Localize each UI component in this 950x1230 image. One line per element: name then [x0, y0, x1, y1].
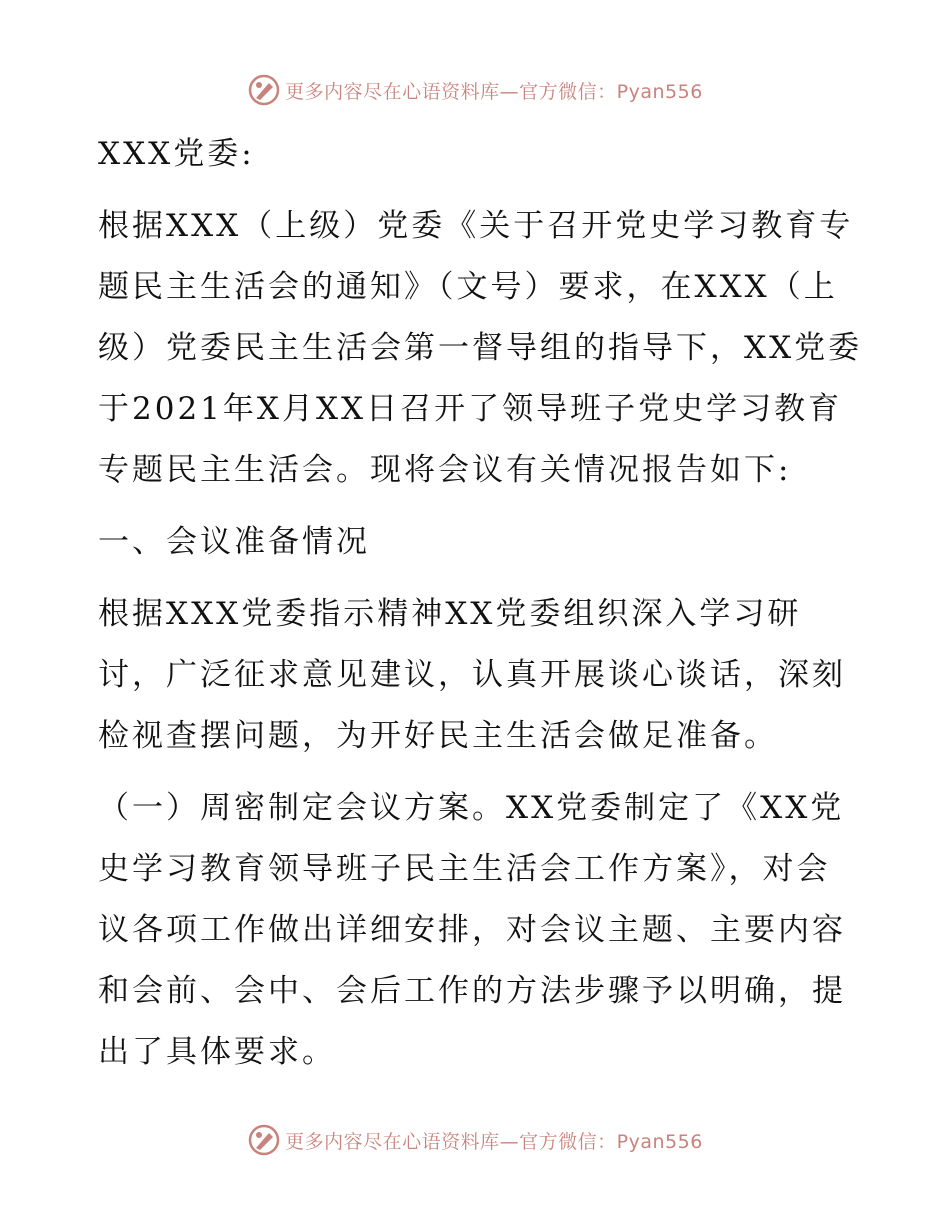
paragraph-intro	[98, 196, 863, 501]
text-line: 和会前、会中、会后工作的方法步骤予以明确，提	[98, 973, 846, 1009]
text-line: 出了具体要求。	[98, 1034, 336, 1070]
watermark-text: 更多内容尽在心语资料库—官方微信：Pyan556	[285, 80, 703, 103]
text-line: 级）党委民主生活会第一督导组的指导下，XX党委	[98, 330, 863, 366]
text-line: 讨，广泛征求意见建议，认真开展谈心谈话，深刻	[98, 657, 846, 693]
section-heading	[98, 512, 858, 573]
salutation: XXX党委:	[98, 136, 255, 172]
text-line: 于2021年X月XX日召开了领导班子党史学习教育	[98, 391, 843, 427]
text-line: 议各项工作做出详细安排，对会议主题、主要内容	[98, 912, 846, 948]
text-line: 检视查摆问题，为开好民主生活会做足准备。	[98, 718, 778, 754]
paragraph-preparation	[98, 584, 858, 767]
text-line: 根据XXX党委指示精神XX党委组织深入学习研	[98, 596, 802, 632]
heading-line: 一、会议准备情况	[98, 524, 370, 560]
text-line: （一）周密制定会议方案。XX党委制定了《XX党	[98, 790, 845, 826]
footer-watermark	[0, 1120, 950, 1160]
paragraph-plan	[98, 778, 858, 1083]
pen-nib-logo-icon	[247, 73, 281, 107]
header-watermark	[0, 70, 950, 110]
text-line: 根据XXX（上级）党委《关于召开党史学习教育专	[98, 208, 854, 244]
document-body	[98, 124, 863, 1083]
pen-nib-logo-icon	[247, 1123, 281, 1157]
watermark-text: 更多内容尽在心语资料库—官方微信：Pyan556	[285, 1130, 703, 1153]
text-line: 专题民主生活会。现将会议有关情况报告如下:	[98, 452, 792, 488]
text-line: 史学习教育领导班子民主生活会工作方案》，对会	[98, 851, 831, 887]
text-line: 题民主生活会的通知》（文号）要求，在XXX（上	[98, 269, 838, 305]
